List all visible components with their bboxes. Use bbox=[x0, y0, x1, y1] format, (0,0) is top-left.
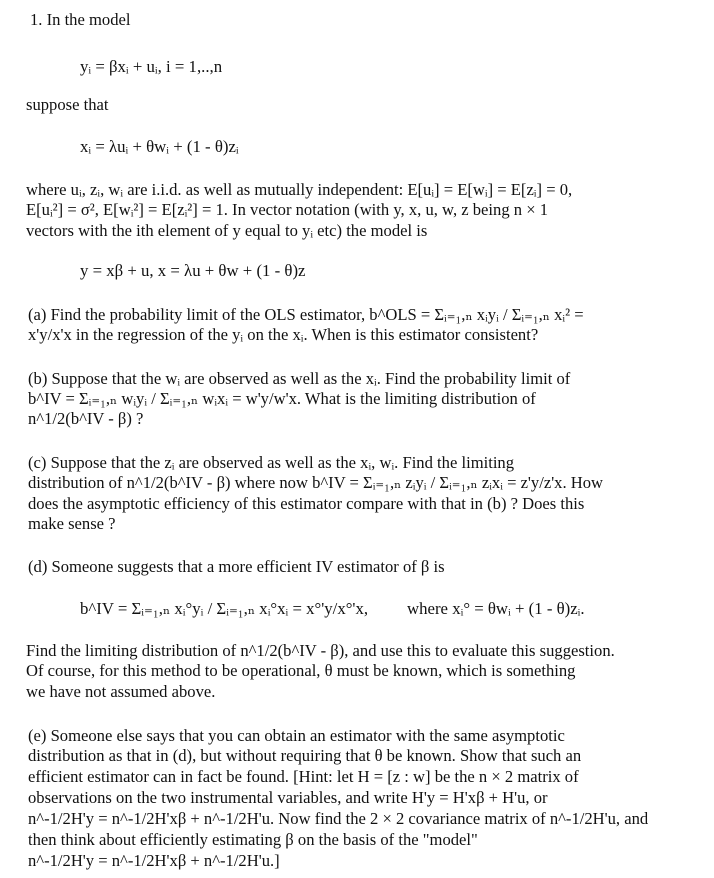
part-b-line: n^1/2(b^IV - β) ? bbox=[28, 409, 144, 428]
part-a-line: x'y/x'x in the regression of the yᵢ on the xᵢ. When is this estimator consistent? bbox=[28, 325, 539, 344]
part-d-estimator-equation: b^IV = Σᵢ₌₁,ₙ xᵢ°yᵢ / Σᵢ₌₁,ₙ xᵢ°xᵢ = x°'y/x°'x, bbox=[80, 599, 369, 618]
part-e-line: distribution as that in (d), but without requiring that θ be known. Show that such an bbox=[28, 746, 582, 765]
part-c-line: distribution of n^1/2(b^IV - β) where now b^IV = Σᵢ₌₁,ₙ zᵢyᵢ / Σᵢ₌₁,ₙ zᵢxᵢ = z'y/z'x. How bbox=[28, 473, 604, 492]
part-e-line: efficient estimator can in fact be found. [Hint: let H = [z : w] be the n × 2 matrix of bbox=[28, 767, 579, 786]
vector-model-equation: y = xβ + u, x = λu + θw + (1 - θ)z bbox=[80, 261, 306, 280]
part-b-line: (b) Suppose that the wᵢ are observed as well as the xᵢ. Find the probability limit of bbox=[28, 369, 571, 388]
part-c-line: does the asymptotic efficiency of this estimator compare with that in (b) ? Does this bbox=[28, 494, 585, 513]
part-d-followup-line: we have not assumed above. bbox=[26, 682, 216, 701]
assumption-line: E[uᵢ²] = σ², E[wᵢ²] = E[zᵢ²] = 1. In vector notation (with y, x, u, w, z being n × 1 bbox=[26, 200, 549, 219]
part-e-line: then think about efficiently estimating β on the basis of the "model" bbox=[28, 830, 478, 849]
part-d-intro: (d) Someone suggests that a more efficient IV estimator of β is bbox=[28, 557, 445, 576]
problem-heading: 1. In the model bbox=[30, 10, 131, 29]
x-definition-equation: xᵢ = λuᵢ + θwᵢ + (1 - θ)zᵢ bbox=[80, 137, 239, 156]
part-e-line: observations on the two instrumental variables, and write H'y = H'xβ + H'u, or bbox=[28, 788, 548, 807]
part-a-line: (a) Find the probability limit of the OLS estimator, b^OLS = Σᵢ₌₁,ₙ xᵢyᵢ / Σᵢ₌₁,ₙ xᵢ² = bbox=[28, 305, 584, 324]
model-equation: yᵢ = βxᵢ + uᵢ, i = 1,..,n bbox=[80, 57, 223, 76]
suppose-that-text: suppose that bbox=[26, 95, 109, 114]
part-b-line: b^IV = Σᵢ₌₁,ₙ wᵢyᵢ / Σᵢ₌₁,ₙ wᵢxᵢ = w'y/w'x. What is the limiting distribution of bbox=[28, 389, 536, 408]
assumption-line: where uᵢ, zᵢ, wᵢ are i.i.d. as well as mutually independent: E[uᵢ] = E[wᵢ] = E[zᵢ] = 0, bbox=[26, 180, 573, 199]
part-d-followup-line: Of course, for this method to be operational, θ must be known, which is something bbox=[26, 661, 576, 680]
part-c-line: (c) Suppose that the zᵢ are observed as well as the xᵢ, wᵢ. Find the limiting bbox=[28, 453, 515, 472]
part-e-line: n^-1/2H'y = n^-1/2H'xβ + n^-1/2H'u. Now find the 2 × 2 covariance matrix of n^-1/2H'u, and bbox=[28, 809, 649, 828]
assumption-line: vectors with the ith element of y equal to yᵢ etc) the model is bbox=[26, 221, 428, 240]
part-e-line: (e) Someone else says that you can obtain an estimator with the same asymptotic bbox=[28, 726, 565, 745]
part-d-where-clause: where xᵢ° = θwᵢ + (1 - θ)zᵢ. bbox=[407, 599, 585, 618]
part-d-followup-line: Find the limiting distribution of n^1/2(b^IV - β), and use this to evaluate this suggestion. bbox=[26, 641, 615, 660]
part-e-line: n^-1/2H'y = n^-1/2H'xβ + n^-1/2H'u.] bbox=[28, 851, 280, 870]
part-c-line: make sense ? bbox=[28, 514, 116, 533]
